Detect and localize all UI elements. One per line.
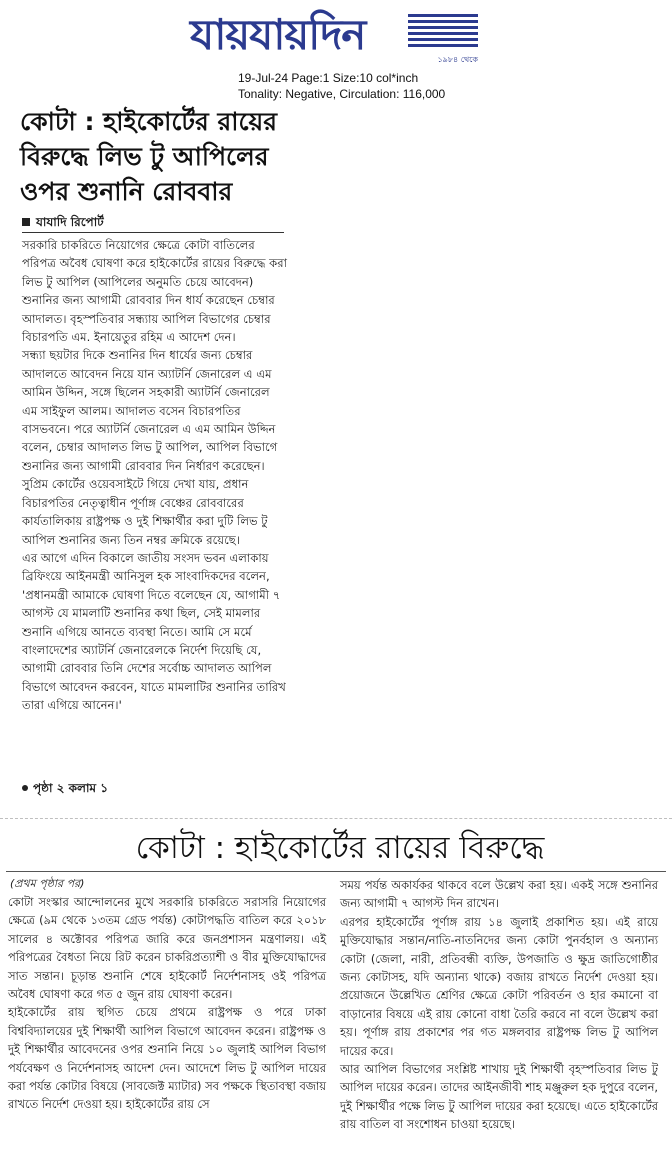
jump-column-left — [8, 893, 326, 1114]
clipping-divider — [0, 818, 672, 819]
continued-text: পৃষ্ঠা ২ কলাম ১ — [33, 781, 109, 795]
article-paragraph: এর আগে এদিন বিকালে জাতীয় সংসদ ভবন এলাকায় ব্রিফিংয়ে আইনমন্ত্রী আনিসুল হক সাংবাদিকদের বলেন, 'প্রধানমন্ত্রী আমাকে ঘোষণা দিতে বলেছেন যে, আগামী ৭ আগস্ট যে মামলাটি শুনানির কথা ছিল, সেই মামলার শুনানি এগিয়ে আনতে ব্যবস্থা নিতে। আমি সে মর্মে বাংলাদেশের অ্যাটর্নি জেনারেলকে নির্দেশ দিয়েছি যে, আগামী রোববার তিনি দেশের সর্বোচ্চ আদালত আপিল বিভাগে আবেদন করবেন, যাতে মামলাটির শুনানির তারিখ তারা এগিয়ে আনেন।' — [22, 550, 286, 713]
byline-text: যাযাদি রিপোর্ট — [36, 215, 104, 229]
jump-paragraph: সময় পর্যন্ত অকার্যকর থাকবে বলে উল্লেখ করা হয়। একই সঙ্গে শুনানির জন্য আগামী ৭ আগস্ট দিন রাখেন। — [340, 878, 658, 911]
clip-date-size: 19-Jul-24 Page:1 Size:10 col*inch — [238, 71, 419, 85]
article-paragraph: সুপ্রিম কোর্টের ওয়েবসাইটে গিয়ে দেখা যায়, প্রধান বিচারপতির নেতৃত্বাধীন পূর্ণাঙ্গ বেঞ্চের রোববারের কার্যতালিকায় রাষ্ট্রপক্ষ ও দুই শিক্ষার্থীর করা দুটি লিভ টু আপিল শুনানির জন্য তিন নম্বর ক্রমিকে রয়েছে। — [22, 477, 268, 547]
headline-line-3: ওপর শুনানি রোববার — [20, 177, 233, 206]
article-paragraph: সন্ধ্যা ছয়টার দিকে শুনানির দিন ধার্যের জন্য চেম্বার আদালতে আবেদন নিয়ে যান অ্যাটর্নি জেনারেল এ এম আমিন উদ্দিন, সঙ্গে ছিলেন সহকারী অ্যাটর্নি জেনারেল এম সাইফুল আলম। আদালত বসেন বিচারপতির বাসভবনে। পরে অ্যাটর্নি জেনারেল এ এম আমিন উদ্দিন বলেন, চেম্বার আদালত লিভ টু আপিল, আপিল বিভাগে শুনানির জন্য আগামী রোববার দিন নির্ধারণ করেছেন। — [22, 348, 278, 473]
clipping-meta — [238, 70, 445, 102]
jump-headline: কোটা : হাইকোর্টের রায়ের বিরুদ্ধে — [135, 830, 545, 866]
article-paragraph: সরকারি চাকরিতে নিয়োগের ক্ষেত্রে কোটা বাতিলের পরিপত্র অবৈধ ঘোষণা করে হাইকোর্টের রায়ের বিরুদ্ধে করা লিভ টু আপিল (আপিলের অনুমতি চেয়ে আবেদন) শুনানির জন্য আগামী রোববার দিন ধার্য করেছেন চেম্বার আদালত। বৃহস্পতিবার সন্ধ্যায় আপিল বিভাগের চেম্বার বিচারপতি এম. ইনায়েতুর রহিম এ আদেশ দেন। — [22, 238, 287, 345]
square-bullet-icon — [22, 218, 30, 226]
logo-stripes — [408, 14, 478, 54]
byline — [22, 214, 284, 233]
jump-paragraph: আর আপিল বিভাগের সংশ্লিষ্ট শাখায় দুই শিক্ষার্থী বৃহস্পতিবার লিভ টু আপিল দায়ের করেন। তাদের আইনজীবী শাহ মঞ্জুরুল হক দুপুরে বলেন, দুই শিক্ষার্থীর পক্ষে লিভ টু আপিল দায়ের করা হয়েছে। এতে হাইকোর্টের রায় বাতিল বা সংশোধন চাওয়া হয়েছে। — [340, 1062, 658, 1132]
headline-rule — [6, 871, 666, 872]
jump-column-right — [340, 876, 658, 1134]
jump-paragraph: এরপর হাইকোর্টের পূর্ণাঙ্গ রায় ১৪ জুলাই প্রকাশিত হয়। এই রায়ে মুক্তিযোদ্ধার সন্তান/নাতি-নাতনিদের জন্য কোটা পুনর্বহাল ও অন্যান্য কোটা (জেলা, নারী, প্রতিবন্ধী ব্যক্তি, উপজাতি ও ক্ষুদ্র জাতিগোষ্ঠীর জন্য কোটাসহ, যদি অন্যান্য থাকে) বজায় রাখতে নির্দেশ দেওয়া হয়। প্রয়োজনে উল্লেখিত শ্রেণির ক্ষেত্রে কোটা পরিবর্তন ও হার কমানো বা বাড়ানোর বিষয়ে এই রায় কোনো বাধা তৈরি করবে না বলে উল্লেখ করা হয়। পূর্ণাঙ্গ রায় প্রকাশের পর গত মঙ্গলবার রাষ্ট্রপক্ষ লিভ টু আপিল দায়ের করে। — [340, 914, 658, 1058]
headline — [20, 104, 320, 209]
from-page-note: (প্রথম পৃষ্ঠার পর) — [10, 877, 85, 890]
masthead — [190, 6, 480, 68]
newspaper-logo: যায়যায়দিন — [190, 10, 366, 59]
clip-tonality: Tonality: Negative, Circulation: 116,000 — [238, 87, 446, 101]
continued-note — [22, 780, 108, 796]
logo-since: ১৯৮৪ থেকে — [437, 55, 478, 64]
headline-line-1: কোটা : হাইকোর্টের রায়ের — [20, 107, 277, 136]
bullet-dot-icon — [22, 785, 28, 791]
article-body — [22, 236, 288, 715]
headline-line-2: বিরুদ্ধে লিভ টু আপিলের — [20, 142, 269, 171]
jump-paragraph: হাইকোর্টের রায় স্থগিত চেয়ে প্রথমে রাষ্ট্রপক্ষ ও পরে ঢাকা বিশ্ববিদ্যালয়ের দুই শিক্ষার্থী আপিল বিভাগে আবেদন করেন। রাষ্ট্রপক্ষ ও দুই শিক্ষার্থীর আবেদনের ওপর শুনানি নিয়ে ১০ জুলাই আপিল বিভাগ পর্যবেক্ষণ ও নির্দেশনাসহ আদেশ দেন। আদেশে লিভ টু আপিল দায়ের করা পর্যন্ত কোটার বিষয়ে (সাবজেক্ট ম্যাটার) সব পক্ষকে স্থিতাবস্থা বজায় রাখতে নির্দেশ দেওয়া হয়। হাইকোর্টের রায় সে — [8, 1005, 326, 1112]
jump-paragraph: কোটা সংস্কার আন্দোলনের মুখে সরকারি চাকরিতে সরাসরি নিয়োগের ক্ষেত্রে (৯ম থেকে ১৩তম গ্রেড পর্যন্ত) কোটাপদ্ধতি বাতিল করে ২০১৮ সালের ৪ অক্টোবর পরিপত্র জারি করে জনপ্রশাসন মন্ত্রণালয়। এই পরিপত্রের বৈধতা নিয়ে রিট করেন চাকরিপ্রত্যাশী ও বীর মুক্তিযোদ্ধাদের সাত সন্তান। চূড়ান্ত শুনানি শেষে হাইকোর্ট নির্দেশনাসহ ওই পরিপত্র অবৈধ ঘোষণা করে গত ৫ জুন রায় ঘোষণা করেন। — [8, 895, 326, 1002]
